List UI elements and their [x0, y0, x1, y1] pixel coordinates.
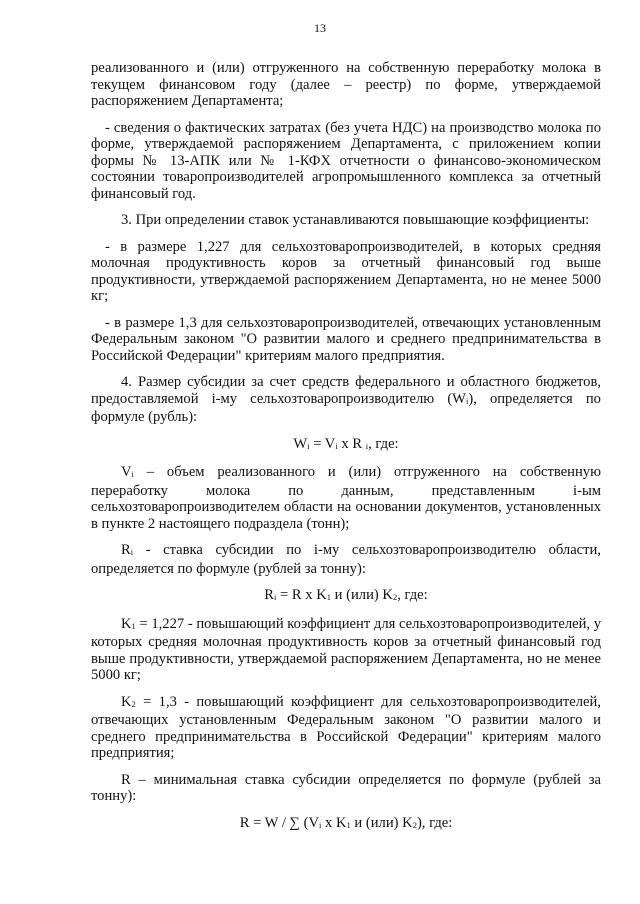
page-number: 13	[314, 21, 326, 35]
text-line: агропромышленного комплекса за отчетный финансовый год.	[91, 169, 601, 202]
text-line: и среднего предпринимательства в Российской Федерации" критериям малого	[91, 712, 601, 745]
paragraph-k2-definition	[91, 694, 601, 762]
paragraph-ri-definition	[91, 542, 601, 577]
text-line: установленным Федеральным законом "О развитии малого и среднего	[91, 314, 601, 347]
text-line: 4. Размер субсидии за счет средств федерального и областного	[121, 374, 530, 390]
text-line: предприятия;	[91, 745, 175, 761]
text-line: утверждаемой распоряжением Департамента, но не менее 5000 кг;	[91, 650, 601, 683]
paragraph-point-3	[91, 212, 601, 229]
text-line: в текущем финансовом году (далее – реестр) по форме, утверждаемой	[91, 60, 601, 93]
text-line: для сельхозтоваропроизводителей, у которых средняя молочная	[91, 615, 602, 650]
text-line: сельхозтоваропроизводителем области на основании документов,	[91, 499, 502, 515]
paragraph-k1-definition	[91, 616, 601, 684]
text-line: молочная продуктивность коров за отчетный финансовый год выше	[91, 255, 601, 271]
text-line: определяется по формуле (рублей за тонну):	[91, 560, 366, 577]
formula-ri: Ri = R x K1 и (или) K2, где:	[264, 587, 428, 603]
text-line: Ri - ставка субсидии по i-му сельхозтоваропроизводителю области,	[121, 542, 601, 558]
text-line: распоряжением Департамента;	[91, 93, 284, 109]
paragraph-point-4	[91, 374, 601, 426]
text-line: реализованного и (или) отгруженного на собственную переработку молока	[91, 60, 587, 76]
text-line: - в размере 1,3 для сельхозтоваропроизводителей, отвечающих	[105, 314, 500, 331]
text-line: с приложением копии формы № 13-АПК или № 1-КФХ отчетности	[91, 136, 601, 169]
text-line: коэффициенты:	[492, 212, 590, 228]
paragraph-cost-info	[91, 120, 601, 203]
text-line: молока по форме, утверждаемой распоряжением Департамента,	[91, 119, 601, 152]
text-line: Vi – объем реализованного и (или) отгруженного на собственную	[121, 464, 601, 480]
text-line: - в размере 1,227 для сельхозтоваропроизводителей, в которых средняя	[105, 238, 601, 255]
text-line: 5000 кг;	[91, 271, 601, 304]
text-line: установленных в пункте 2 настоящего подраздела (тонн);	[91, 499, 601, 532]
text-line: бюджетов, предоставляемой i-му сельхозтоваропроизводителю (Wi),	[91, 374, 601, 407]
text-line: определяется по формуле (рубль):	[91, 390, 601, 425]
paragraph-registry	[91, 60, 601, 110]
text-line: за тонну):	[91, 771, 601, 804]
text-line: продуктивности, утверждаемой распоряжением Департамента, но не менее	[91, 271, 568, 288]
document-body	[91, 60, 601, 833]
text-line: продуктивность коров за отчетный финансовый год выше продуктивности,	[91, 634, 601, 667]
text-line: о финансово-экономическом состоянии товаропроизводителей	[91, 152, 602, 185]
paragraph-vi-definition	[91, 464, 601, 532]
text-line: - сведения о фактических затратах (без учета НДС) на производство	[105, 119, 534, 136]
text-line: предпринимательства в Российской Федерации" критериям малого	[91, 331, 601, 364]
text-line: 3. При определении ставок устанавливаются повышающие	[121, 212, 489, 228]
text-line: предприятия.	[361, 347, 445, 364]
text-line: K1 = 1,227 - повышающий коэффициент	[121, 615, 371, 632]
paragraph-coef-1227	[91, 239, 601, 305]
text-line: R – минимальная ставка субсидии определяется по формуле (рублей	[121, 771, 581, 788]
formula-r: R = W / ∑ (Vi x K1 и (или) K2), где:	[239, 814, 453, 831]
text-line: переработку молока по данным, представленным i-ым	[91, 482, 601, 499]
paragraph-r-definition	[91, 772, 601, 805]
formula-wi: Wi = Vi x R i, где:	[293, 435, 399, 452]
text-line: K2 = 1,3 - повышающий коэффициент для сельхозтоваропроизводителей,	[121, 693, 601, 710]
text-line: отвечающих установленным Федеральным законом "О развитии малого	[91, 712, 583, 728]
paragraph-coef-13	[91, 315, 601, 365]
